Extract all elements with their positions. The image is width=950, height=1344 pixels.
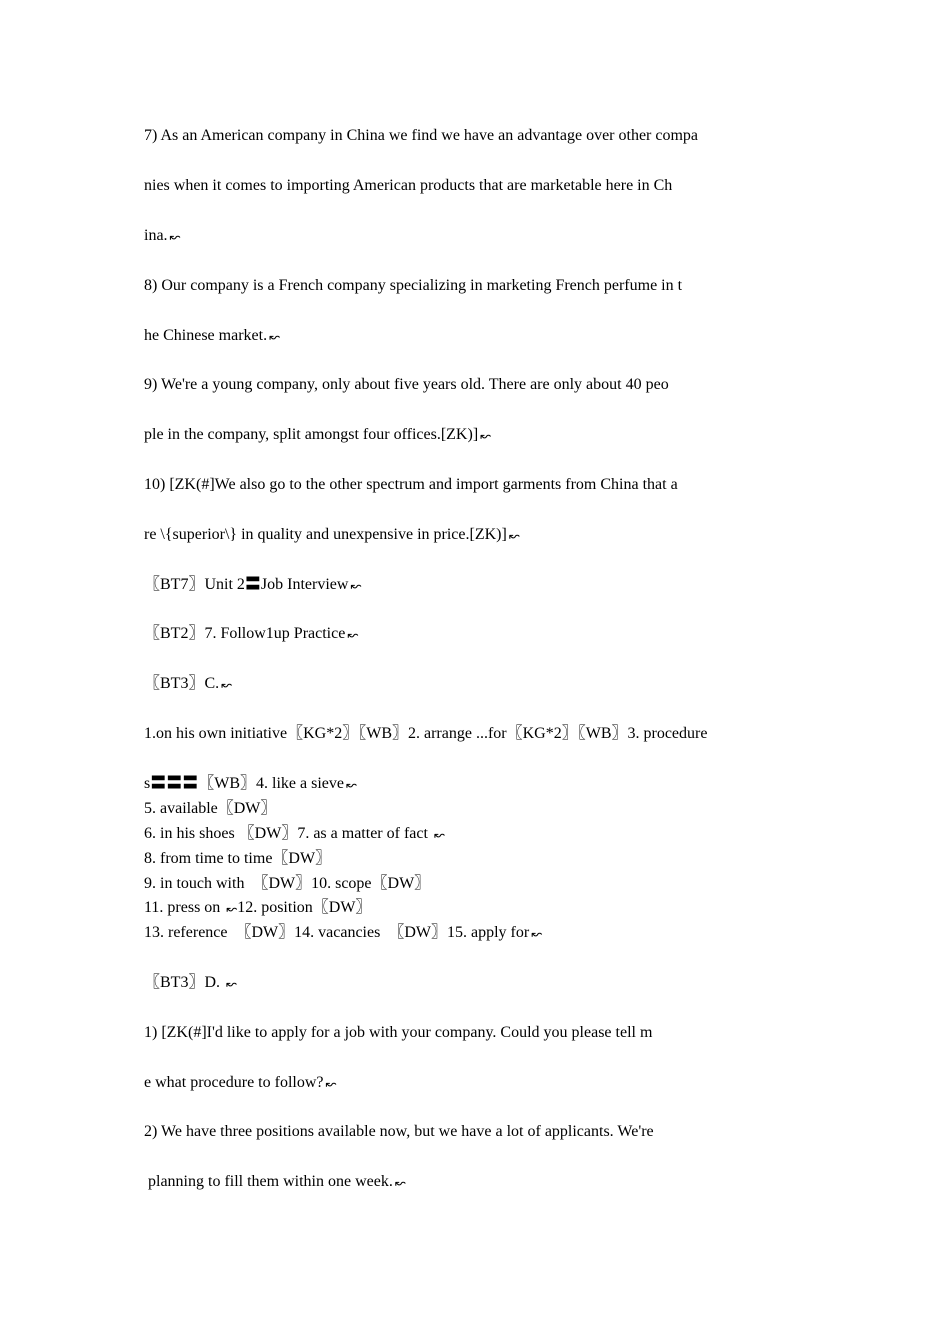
line-text-continued: 12. position〖DW〗 xyxy=(237,899,372,916)
line-text: he Chinese market. xyxy=(144,327,268,344)
paragraph-mark-icon: ↜ xyxy=(325,1077,337,1092)
text-line xyxy=(144,849,331,869)
paragraph-mark-icon: ↜ xyxy=(226,902,238,917)
line-text: 〖BT3〗C. xyxy=(144,675,220,692)
line-text: 13. reference 〖DW〗14. vacancies 〖DW〗15. apply for xyxy=(144,924,530,941)
text-line xyxy=(144,126,698,146)
line-text: 11. press on xyxy=(144,899,225,916)
paragraph-mark-icon: ↜ xyxy=(345,778,357,793)
text-line xyxy=(144,774,357,796)
line-text: e what procedure to follow? xyxy=(144,1074,324,1091)
paragraph-mark-icon: ↜ xyxy=(350,579,362,594)
text-line xyxy=(144,724,707,744)
paragraph-mark-icon: ↜ xyxy=(433,828,445,843)
paragraph-mark-icon: ↜ xyxy=(347,628,359,643)
line-text: 9) We're a young company, only about five years old. There are only about 40 peo xyxy=(144,376,669,393)
text-line xyxy=(144,1073,336,1095)
line-text: 10) [ZK(#]We also go to the other spectrum and import garments from China that a xyxy=(144,476,678,493)
text-line xyxy=(144,525,520,547)
paragraph-mark-icon: ↜ xyxy=(508,529,520,544)
text-line xyxy=(144,973,237,995)
line-text: 1.on his own initiative〖KG*2〗〖WB〗2. arrange ...for〖KG*2〗〖WB〗3. procedure xyxy=(144,725,708,742)
paragraph-mark-icon: ↜ xyxy=(480,429,492,444)
line-text: 〖BT2〗7. Follow1up Practice xyxy=(144,625,346,642)
line-text: nies when it comes to importing American products that are marketable here in Ch xyxy=(144,177,673,194)
text-line xyxy=(144,1122,654,1142)
text-line xyxy=(144,923,542,945)
paragraph-mark-icon: ↜ xyxy=(221,678,233,693)
text-line xyxy=(144,226,180,248)
line-text: 6. in his shoes 〖DW〗7. as a matter of fact xyxy=(144,825,432,842)
line-text: 2) We have three positions available now, but we have a lot of applicants. We're xyxy=(144,1123,654,1140)
line-text: planning to fill them within one week. xyxy=(144,1173,393,1190)
text-line xyxy=(144,176,672,196)
line-text: re \{superior\} in quality and unexpensive in price.[ZK)] xyxy=(144,526,507,543)
text-line xyxy=(144,799,276,819)
paragraph-mark-icon: ↜ xyxy=(531,927,543,942)
text-line xyxy=(144,624,358,646)
line-text: 8) Our company is a French company specializing in marketing French perfume in t xyxy=(144,277,683,294)
line-text: 8. from time to time〖DW〗 xyxy=(144,850,332,867)
line-text: 7) As an American company in China we find we have an advantage over other compa xyxy=(144,127,699,144)
text-line xyxy=(144,824,445,846)
text-line xyxy=(144,276,682,296)
text-line xyxy=(144,898,371,920)
line-text: 1) [ZK(#]I'd like to apply for a job with your company. Could you please tell m xyxy=(144,1024,653,1041)
line-text: ina. xyxy=(144,227,168,244)
paragraph-mark-icon: ↜ xyxy=(226,977,237,992)
line-text: s〓〓〓〖WB〗4. like a sieve xyxy=(144,775,344,792)
line-text: 9. in touch with 〖DW〗10. scope〖DW〗 xyxy=(144,875,431,892)
line-text: 〖BT3〗D. xyxy=(144,974,225,991)
text-line xyxy=(144,674,232,696)
text-line xyxy=(144,475,678,495)
line-text: 5. available〖DW〗 xyxy=(144,800,277,817)
text-line xyxy=(144,575,361,597)
paragraph-mark-icon: ↜ xyxy=(169,230,181,245)
paragraph-mark-icon: ↜ xyxy=(269,330,280,345)
text-line xyxy=(144,874,430,894)
text-line xyxy=(144,326,280,348)
text-line xyxy=(144,1172,406,1194)
line-text: ple in the company, split amongst four offices.[ZK)] xyxy=(144,426,479,443)
text-line xyxy=(144,1023,652,1043)
text-line xyxy=(144,425,491,447)
text-line xyxy=(144,375,669,395)
line-text: 〖BT7〗Unit 2〓Job Interview xyxy=(144,576,349,593)
paragraph-mark-icon: ↜ xyxy=(394,1176,406,1191)
